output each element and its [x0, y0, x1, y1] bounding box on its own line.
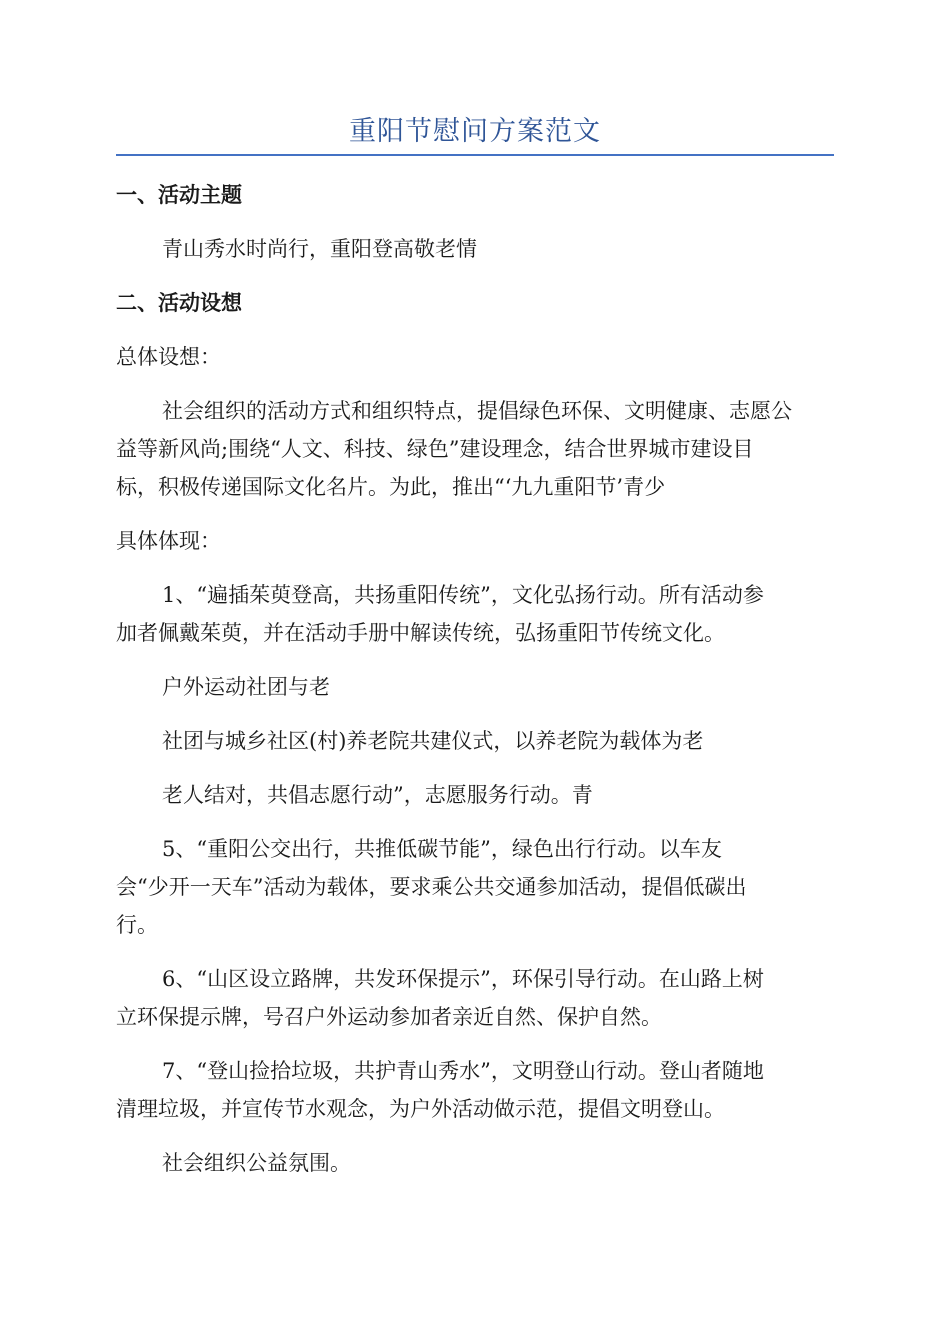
overall-concept-label: 总体设想：	[116, 345, 221, 369]
document-title: 重阳节慰问方案范文	[349, 116, 601, 147]
paragraph-line: 益等新风尚;围绕“人文、科技、绿色”建设理念，结合世界城市建设目	[116, 437, 754, 461]
item-6-line: 6、“山区设立路牌，共发环保提示”，环保引导行动。在山路上树	[162, 967, 764, 991]
item-5-line: 会“少开一天车”活动为载体，要求乘公共交通参加活动，提倡低碳出	[116, 875, 747, 899]
item-1-line: 加者佩戴茱萸，并在活动手册中解读传统，弘扬重阳节传统文化。	[116, 621, 725, 645]
section-heading-concept: 二、活动设想	[116, 291, 242, 315]
item-7-line: 7、“登山捡拾垃圾，共护青山秀水”，文明登山行动。登山者随地	[162, 1059, 764, 1083]
paragraph-line: 户外运动社团与老	[162, 675, 330, 699]
paragraph-line: 社团与城乡社区(村)养老院共建仪式，以养老院为载体为老	[162, 729, 704, 753]
item-1-line: 1、“遍插茱萸登高，共扬重阳传统”，文化弘扬行动。所有活动参	[162, 583, 764, 607]
specific-label: 具体体现：	[116, 529, 221, 553]
item-5-line: 5、“重阳公交出行，共推低碳节能”，绿色出行行动。以车友	[162, 837, 722, 861]
section-heading-theme: 一、活动主题	[116, 183, 242, 207]
theme-text: 青山秀水时尚行，重阳登高敬老情	[162, 237, 477, 261]
title-underline	[116, 154, 834, 156]
paragraph-line: 老人结对，共倡志愿行动”，志愿服务行动。青	[162, 783, 593, 807]
item-7-line: 清理垃圾，并宣传节水观念，为户外活动做示范，提倡文明登山。	[116, 1097, 725, 1121]
item-5-line: 行。	[116, 913, 158, 937]
paragraph-line: 社会组织的活动方式和组织特点，提倡绿色环保、文明健康、志愿公	[162, 399, 792, 423]
paragraph-line: 社会组织公益氛围。	[162, 1151, 351, 1175]
paragraph-line: 标，积极传递国际文化名片。为此，推出“‘九九重阳节’青少	[116, 475, 666, 499]
item-6-line: 立环保提示牌，号召户外运动参加者亲近自然、保护自然。	[116, 1005, 662, 1029]
